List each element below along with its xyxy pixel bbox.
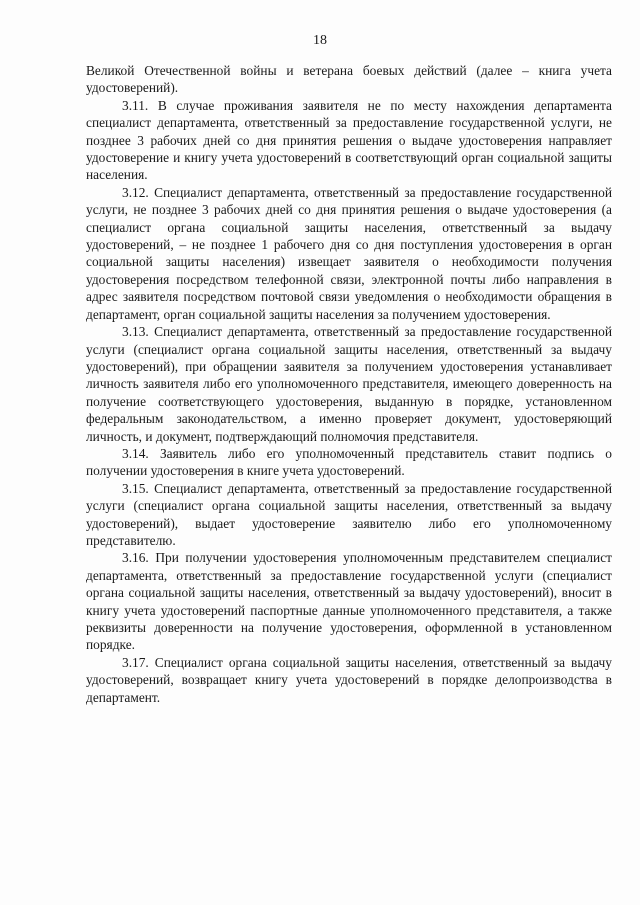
paragraph-3-12: 3.12. Специалист департамента, ответственный за предоставление государственной услуги, не позднее 3 рабочих дней со дня принятия решения о выдаче удостоверения (а специалист органа социальной защиты населения, ответственный за выдачу удостоверений, – не позднее 1 рабочего дня со дня поступления удостоверения в орган социальной защиты населения) извещает заявителя о необходимости получения удостоверения посредством телефонной связи, электронной почты либо направления в адрес заявителя посредством почтовой связи уведомления о необходимости обращения в департамент, орган социальной защиты населения за получением удостоверения.	[86, 184, 612, 322]
page-number: 18	[313, 33, 327, 48]
paragraph-3-15: 3.15. Специалист департамента, ответственный за предоставление государственной услуги (специалист органа социальной защиты населения, ответственный за выдачу удостоверений), выдает удостоверение заявителю либо его уполномоченному представителю.	[86, 480, 612, 548]
paragraph-3-13: 3.13. Специалист департамента, ответственный за предоставление государственной услуги (специалист органа социальной защиты населения, ответственный за выдачу удостоверений), при обращении заявителя за получением удостоверения устанавливает личность заявителя либо его уполномоченного представителя, имеющего доверенность на получение соответствующего удостоверения, выданную в порядке, установленном федеральным законодательством, а именно проверяет документ, удостоверяющий личность, и документ, подтверждающий полномочия представителя.	[86, 324, 612, 444]
paragraph-continuation: Великой Отечественной войны и ветерана боевых действий (далее – книга учета удостоверений).	[86, 63, 612, 96]
document-body	[86, 62, 612, 706]
paragraph-3-16: 3.16. При получении удостоверения уполномоченным представителем специалист департамента, ответственный за предоставление государственной услуги (специалист органа социальной защиты населения, ответственный за выдачу удостоверений), вносит в книгу учета удостоверений паспортные данные уполномоченного представителя, а также реквизиты доверенности на получение удостоверения, оформленной в установленном порядке.	[86, 550, 612, 653]
paragraph-3-17: 3.17. Специалист органа социальной защиты населения, ответственный за выдачу удостоверений, возвращает книгу учета удостоверений в порядке делопроизводства в департамент.	[86, 654, 612, 705]
paragraph-3-14: 3.14. Заявитель либо его уполномоченный представитель ставит подпись о получении удостоверения в книге учета удостоверений.	[86, 445, 612, 479]
paragraph-3-11: 3.11. В случае проживания заявителя не по месту нахождения департамента специалист департамента, ответственный за предоставление государственной услуги, не позднее 3 рабочих дней со дня принятия решения о выдаче удостоверения направляет удостоверение и книгу учета удостоверений в соответствующий орган социальной защиты населения.	[86, 97, 612, 183]
